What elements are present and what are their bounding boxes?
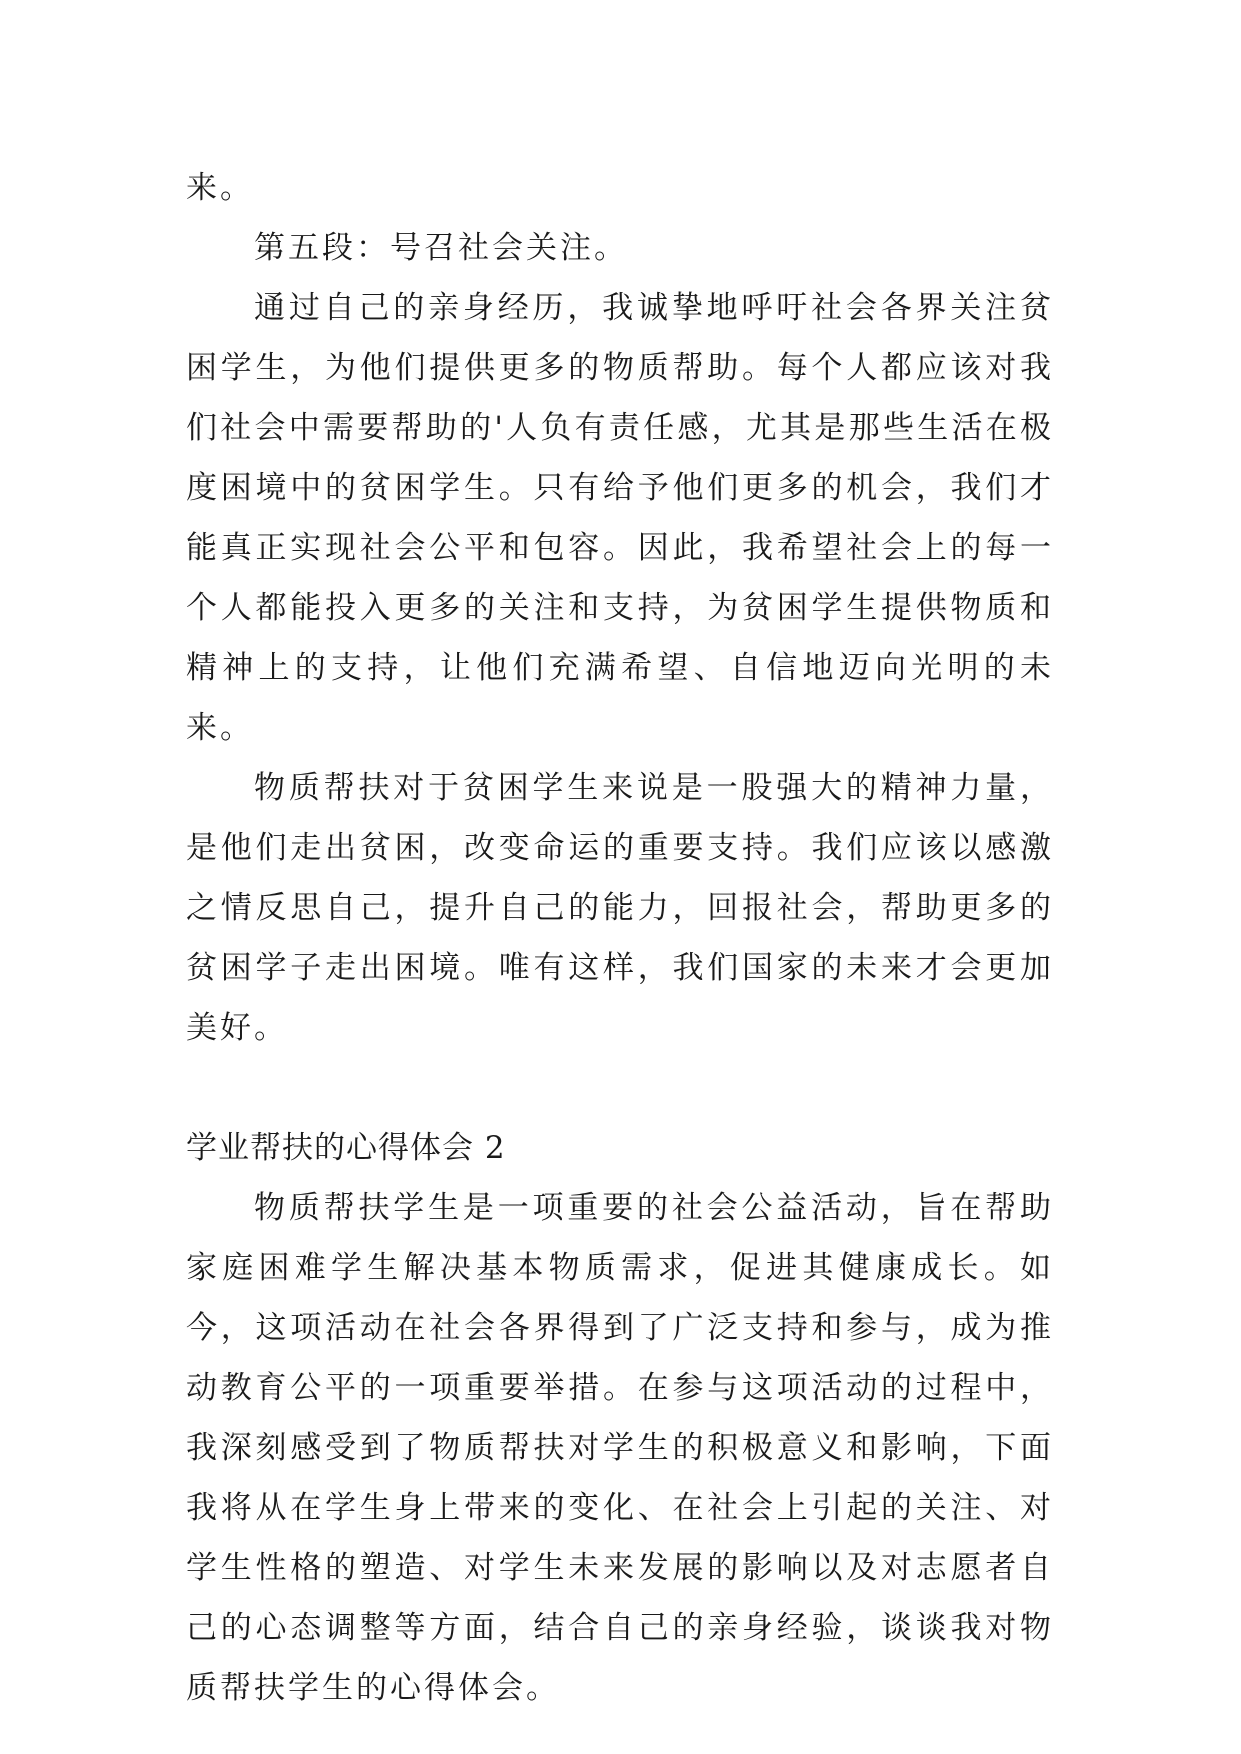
- document-body: [186, 158, 1054, 1718]
- section-heading: 学业帮扶的心得体会 2: [186, 1130, 506, 1166]
- paragraph: 第五段：号召社会关注。: [254, 230, 628, 266]
- paragraph: 来。: [186, 170, 254, 206]
- paragraph: 通过自己的亲身经历，我诚挚地呼吁社会各界关注贫困学生，为他们提供更多的物质帮助。每个人都应该对我们社会中需要帮助的'人负有责任感，尤其是那些生活在极度困境中的贫困学生。只有给予他们更多的机会，我们才能真正实现社会公平和包容。因此，我希望社会上的每一个人都能投入更多的关注和支持，为贫困学生提供物质和精神上的支持，让他们充满希望、自信地迈向光明的未来。: [186, 290, 1054, 746]
- paragraph: 物质帮扶学生是一项重要的社会公益活动，旨在帮助家庭困难学生解决基本物质需求，促进其健康成长。如今，这项活动在社会各界得到了广泛支持和参与，成为推动教育公平的一项重要举措。在参与这项活动的过程中，我深刻感受到了物质帮扶对学生的积极意义和影响，下面我将从在学生身上带来的变化、在社会上引起的关注、对学生性格的塑造、对学生未来发展的影响以及对志愿者自己的心态调整等方面，结合自己的亲身经验，谈谈我对物质帮扶学生的心得体会。: [186, 1190, 1054, 1706]
- paragraph: 物质帮扶对于贫困学生来说是一股强大的精神力量，是他们走出贫困，改变命运的重要支持。我们应该以感激之情反思自己，提升自己的能力，回报社会，帮助更多的贫困学子走出困境。唯有这样，我们国家的未来才会更加美好。: [186, 770, 1054, 1046]
